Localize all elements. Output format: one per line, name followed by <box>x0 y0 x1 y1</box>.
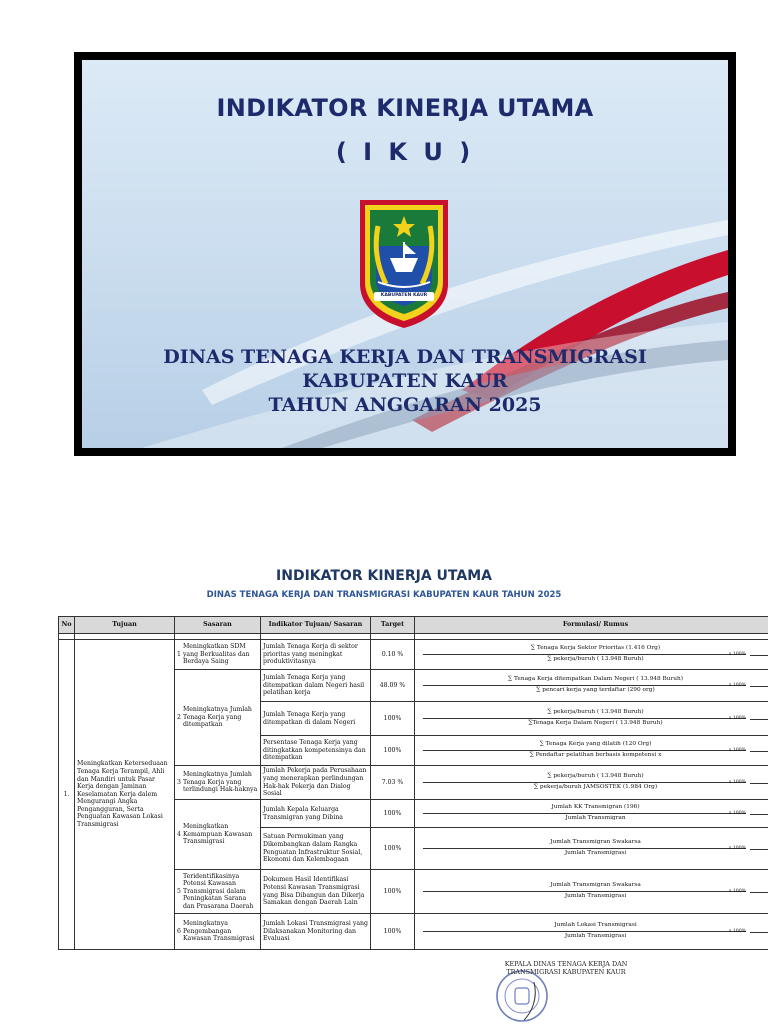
formula-multiplier: x 100% <box>728 779 746 785</box>
formula-dash <box>750 655 768 656</box>
sasaran-number: 3 <box>177 778 181 786</box>
target-cell: 7.03 % <box>371 766 415 800</box>
formula-denominator: Jumlah Transmigrasi <box>564 893 627 899</box>
formula-dash <box>750 849 768 850</box>
target-cell: 0.10 % <box>371 640 415 670</box>
formula-dash <box>750 686 768 687</box>
formula-fraction-line <box>423 848 746 849</box>
header-target: Target <box>371 617 415 634</box>
header-no: No <box>59 617 75 634</box>
formula-numerator: Jumlah Transmigran Swakarsa <box>550 882 641 889</box>
formula-cell <box>415 914 768 950</box>
formula-numerator: ∑ pekerja/buruh ( 13.948 Buruh) <box>547 773 644 780</box>
header-sasaran: Sasaran <box>175 617 261 634</box>
target-cell: 100% <box>371 914 415 950</box>
sasaran-number: 6 <box>177 927 181 935</box>
table-row <box>59 640 768 670</box>
target-cell: 100% <box>371 870 415 914</box>
formula-multiplier: x 100% <box>728 845 746 851</box>
sasaran-cell <box>175 766 261 800</box>
formula-fraction-line <box>423 782 746 783</box>
signature-line-1: KEPALA DINAS TENAGA KERJA DAN <box>504 960 628 968</box>
formula-fraction-line <box>423 718 746 719</box>
formula-multiplier: x 100% <box>728 928 746 934</box>
formula-multiplier: x 100% <box>728 682 746 688</box>
tujuan-cell: Meningkatkan Keterseduaan Tenaga Kerja Terampil, Ahli dan Mandiri untuk Pasar Kerja dengan Jaminan Keselamatan Kerja dalem Mengurangi Angka Pengangguran, Serta Penguatan Kawasan Lokasi Transmigrasi <box>75 640 175 950</box>
target-cell: 100% <box>371 702 415 736</box>
formula-numerator: ∑ Tenaga Kerja yang dilatih (120 Org) <box>539 741 652 748</box>
formula-cell <box>415 870 768 914</box>
formula-fraction-line <box>423 813 746 814</box>
formula-numerator: ∑ pekerja/buruh ( 13.948 Buruh) <box>547 709 644 716</box>
formula-fraction-line <box>423 685 746 686</box>
formula-denominator: Jumlah Transmigrasi <box>564 933 627 939</box>
formula-dash <box>750 814 768 815</box>
target-cell: 48.09 % <box>371 670 415 702</box>
cover-subtitle: ( I K U ) <box>335 138 475 166</box>
cover-title: INDIKATOR KINERJA UTAMA <box>216 94 594 122</box>
formula-numerator: Jumlah Lokasi Transmigrasi <box>554 922 637 929</box>
formula-dash <box>750 892 768 893</box>
formula-denominator: ∑ pekerja/buruh JAMSOSTEK (1.984 Org) <box>533 784 658 790</box>
formula-cell <box>415 828 768 870</box>
sasaran-number: 5 <box>177 887 181 895</box>
header-indikator: Indikator Tujuan/ Sasaran <box>261 617 371 634</box>
sasaran-cell <box>175 800 261 870</box>
formula-numerator: ∑ Tenaga Kerja Sektor Prioritas (1.416 Org) <box>530 645 661 652</box>
formula-denominator: ∑ Pendaftar pelatihan berbasis kompetensi x <box>529 752 662 758</box>
formula-multiplier: x 100% <box>728 651 746 657</box>
formula-denominator: Jumlah Transmigran <box>565 815 626 821</box>
indikator-cell: Jumlah Kepala Keluarga Transmigran yang Dibina <box>261 800 371 828</box>
sasaran-text: Meningkatnya Pengembangan Kawasan Transmigrasi <box>182 920 255 943</box>
indikator-cell: Satuan Permukiman yang Dikembangkan dalam Rangka Penguatan Infrastruktur Sosial, Ekonomi dan Kelembagaan <box>261 828 371 870</box>
target-cell: 100% <box>371 736 415 766</box>
formula-cell <box>415 736 768 766</box>
header-tujuan: Tujuan <box>75 617 175 634</box>
cover-org-line-1: DINAS TENAGA KERJA DAN TRANSMIGRASI <box>163 346 647 368</box>
kabupaten-kaur-emblem-icon <box>356 196 452 330</box>
formula-dash <box>750 751 768 752</box>
sasaran-text: Meningkatkan Kemampuan Kawasan Transmigrasi <box>182 823 253 846</box>
sasaran-text: Teridentifikasinya Potensi Kawasan Transmigrasi dalam Peningkatan Sarana dan Prasarana Daerah <box>182 872 254 910</box>
sasaran-cell <box>175 914 261 950</box>
sasaran-text: Meningkatkan SDM yang Berkualitas dan Berdaya Saing <box>182 643 250 666</box>
signature-line-2: TRANSMIGRASI KABUPATEN KAUR <box>506 968 626 976</box>
indikator-cell: Jumlah Tenaga Kerja yang ditempatkan dalam Negeri hasil pelatihan kerja <box>261 670 371 702</box>
row-number: 1. <box>59 640 75 950</box>
iku-table <box>58 616 768 950</box>
formula-cell <box>415 800 768 828</box>
sasaran-cell <box>175 670 261 766</box>
header-formulasi: Formulasi/ Rumus <box>415 617 768 634</box>
indikator-cell: Dokumen Hasil Identifikasi Potensi Kawasan Transmigrasi yang Bisa Dibangun dan Dikerja Samakan dengan Daerah Lain <box>261 870 371 914</box>
formula-multiplier: x 100% <box>728 747 746 753</box>
sasaran-cell <box>175 640 261 670</box>
sasaran-text: Meningkatnya Jumlah Tenaga Kerja yang ditempatkan <box>182 706 252 729</box>
cover-org-line-2: KABUPATEN KAUR <box>302 370 508 392</box>
formula-multiplier: x 100% <box>728 715 746 721</box>
sasaran-number: 1 <box>177 650 181 658</box>
formula-multiplier: x 100% <box>728 810 746 816</box>
target-cell: 100% <box>371 828 415 870</box>
formula-fraction-line <box>423 891 746 892</box>
cover-background <box>82 60 728 448</box>
indikator-cell: Persentase Tenaga Kerja yang ditingkatkan kompetensinya dan ditempatkan <box>261 736 371 766</box>
formula-dash <box>750 719 768 720</box>
formula-denominator: ∑ pekerja/buruh ( 13.948 Buruh) <box>547 656 644 662</box>
signature-block <box>486 960 646 976</box>
sasaran-number: 2 <box>177 713 181 721</box>
formula-denominator: ∑ pencari kerja yang terdaftar (290 org) <box>536 687 655 693</box>
formula-fraction-line <box>423 931 746 932</box>
cover-org-line-3: TAHUN ANGGARAN 2025 <box>268 394 542 416</box>
formula-numerator: Jumlah KK Transmigran (196) <box>551 804 640 811</box>
formula-multiplier: x 100% <box>728 888 746 894</box>
sasaran-cell <box>175 870 261 914</box>
emblem-banner-text: KABUPATEN KAUR <box>380 293 428 298</box>
formula-cell <box>415 670 768 702</box>
official-stamp-icon <box>494 968 550 1024</box>
indikator-cell: Jumlah Tenaga Kerja di sektor prioritas yang meningkat produktivitasnya <box>261 640 371 670</box>
indikator-cell: Jumlah Tenaga Kerja yang ditempatkan di dalam Negeri <box>261 702 371 736</box>
table-header-row <box>59 617 768 634</box>
indikator-cell: Jumlah Pekerja pada Perusahaan yang menerapkan perlindungan Hak-hak Pekerja dan Dialog Sosial <box>261 766 371 800</box>
formula-cell <box>415 766 768 800</box>
target-cell: 100% <box>371 800 415 828</box>
formula-fraction-line <box>423 654 746 655</box>
indikator-cell: Jumlah Lokasi Transmigrasi yang Dilaksanakan Monitoring dan Evaluasi <box>261 914 371 950</box>
formula-dash <box>750 932 768 933</box>
table-body <box>59 634 768 950</box>
formula-dash <box>750 783 768 784</box>
formula-cell <box>415 640 768 670</box>
formula-fraction-line <box>423 750 746 751</box>
document-subtitle: DINAS TENAGA KERJA DAN TRANSMIGRASI KABUPATEN KAUR TAHUN 2025 <box>206 590 562 600</box>
document-title: INDIKATOR KINERJA UTAMA <box>276 568 492 584</box>
cover-slide <box>74 52 736 456</box>
sasaran-text: Meningkatnya Jumlah Tenaga Kerja yang terlindungi Hak-haknya <box>182 771 258 794</box>
formula-denominator: Jumlah Transmigrasi <box>564 850 627 856</box>
sasaran-number: 4 <box>177 830 181 838</box>
formula-denominator: ∑Tenaga Kerja Dalam Negeri ( 13.948 Buruh) <box>528 720 663 726</box>
formula-numerator: Jumlah Transmigran Swakarsa <box>550 839 641 846</box>
formula-numerator: ∑ Tenaga Kerja ditempatkan Dalam Negeri ( 13.948 Buruh) <box>508 676 683 683</box>
formula-cell <box>415 702 768 736</box>
cover-organization <box>82 345 728 417</box>
